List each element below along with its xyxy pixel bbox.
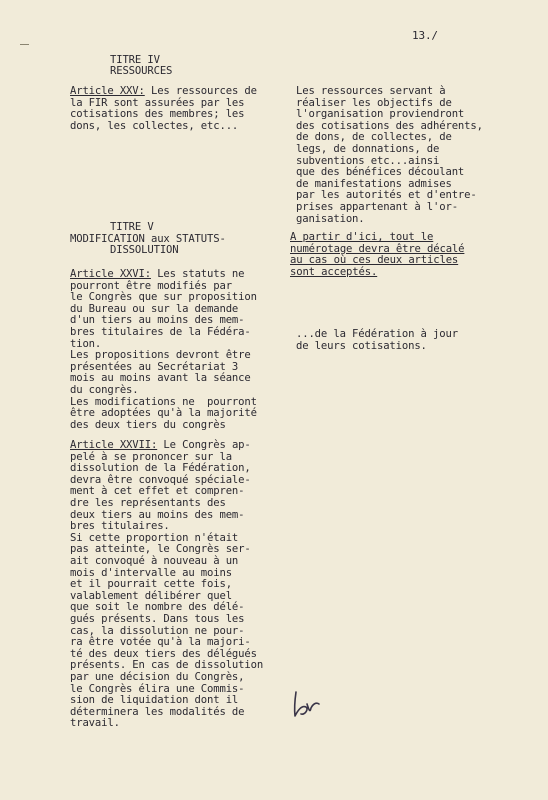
- article-27-line-1: Article XXVII: Le Congrès ap-: [70, 439, 251, 451]
- handwritten-initial: [290, 690, 324, 720]
- article-26-line-1: Article XXVI: Les statuts ne: [70, 268, 245, 280]
- amendment-line: de leurs cotisations.: [296, 339, 427, 352]
- article-27-line: par une décision du Congrès,: [70, 671, 245, 683]
- amendment-line: de manifestations admises: [296, 177, 452, 190]
- article-27-line: Si cette proportion n'était: [70, 531, 239, 544]
- article-27-line: gués présents. Dans tous les: [70, 613, 245, 625]
- amendment-line: l'organisation proviendront: [296, 108, 465, 121]
- amendment-line: prises appartenant à l'or-: [296, 201, 458, 213]
- article-26-line: bres titulaires de la Fédéra-: [70, 326, 251, 338]
- article-27-line: travail.: [70, 717, 120, 730]
- amendment-line: que des bénéfices découlant: [296, 166, 465, 179]
- article-27-line: déterminera les modalités de: [70, 705, 245, 718]
- amendment-line: subventions etc...ainsi: [296, 154, 440, 167]
- article-26-line: pourront être modifiés par: [70, 279, 232, 292]
- amendment-line: des cotisations des adhérents,: [296, 119, 483, 132]
- article-27-line: ait convoqué à nouveau à un: [70, 555, 239, 567]
- amendment-line: par les autorités et d'entre-: [296, 189, 477, 202]
- article-27-line: le Congrès élira une Commis-: [70, 682, 245, 695]
- article-25-line: cotisations des membres; les: [70, 108, 245, 121]
- article-27-line: dissolution de la Fédération,: [70, 462, 251, 475]
- article-25-label: Article XXV:: [70, 85, 145, 97]
- article-25-line: dons, les collectes, etc...: [70, 119, 239, 132]
- amendment-line: ganisation.: [296, 212, 365, 225]
- article-26-label: Article XXVI:: [70, 268, 151, 280]
- title-v-line-1: MODIFICATION aux STATUTS-: [70, 232, 226, 245]
- amendment-line: Les ressources servant à: [296, 85, 446, 97]
- article-27-line: ment à cet effet et compren-: [70, 485, 245, 498]
- note-line: au cas où ces deux articles: [290, 254, 459, 267]
- article-26-line: des deux tiers du congrès: [70, 418, 226, 431]
- note-line: numérotage devra être décalé: [290, 242, 465, 255]
- article-27-line: té des deux tiers des délégués: [70, 647, 257, 660]
- title-v: TITRE V: [110, 221, 154, 233]
- article-27-line: présents. En cas de dissolution: [70, 659, 264, 672]
- amendment-line: réaliser les objectifs de: [296, 96, 452, 109]
- article-26-line: du congrès.: [70, 384, 139, 396]
- amendment-line: legs, de donnations, de: [296, 143, 440, 155]
- article-25-line: la FIR sont assurées par les: [70, 96, 245, 109]
- margin-mark: [20, 44, 29, 45]
- article-27-line: deux tiers au moins des mem-: [70, 508, 245, 521]
- title-iv-subtitle: RESSOURCES: [110, 65, 173, 77]
- article-27-line: mois d'intervalle au moins: [70, 566, 232, 579]
- article-27-line: que soit le nombre des délé-: [70, 601, 245, 614]
- article-27-label: Article XXVII:: [70, 439, 158, 451]
- title-iv: TITRE IV: [110, 54, 160, 66]
- article-27-line: dre les représentants des: [70, 497, 226, 509]
- article-27-line: et il pourrait cette fois,: [70, 578, 232, 591]
- article-26-line: le Congrès que sur proposition: [70, 291, 257, 304]
- note-line: A partir d'ici, tout le: [290, 231, 434, 243]
- amendment-line: ...de la Fédération à jour: [296, 328, 458, 340]
- article-27-line: pelé à se prononcer sur la: [70, 450, 232, 463]
- article-26-line: du Bureau ou sur la demande: [70, 302, 239, 315]
- article-27-line: devra être convoqué spéciale-: [70, 473, 251, 486]
- article-26-line: mois au moins avant la séance: [70, 372, 251, 385]
- article-26-line: Les propositions devront être: [70, 349, 251, 362]
- article-26-line: être adoptées qu'à la majorité: [70, 407, 257, 420]
- article-26-line: d'un tiers au moins des mem-: [70, 314, 245, 327]
- article-27-line: sion de liquidation dont il: [70, 694, 239, 707]
- article-27-line: pas atteinte, le Congrès ser-: [70, 543, 251, 556]
- article-25-line-1: Article XXV: Les ressources de: [70, 85, 257, 97]
- note-line: sont acceptés.: [290, 265, 378, 278]
- article-27-line: bres titulaires.: [70, 520, 170, 533]
- title-v-line-2: DISSOLUTION: [110, 244, 179, 257]
- article-26-line: présentées au Secrétariat 3: [70, 360, 239, 373]
- article-27-line: valablement délibérer quel: [70, 589, 232, 602]
- article-27-line: ra être votée qu'à la majori-: [70, 636, 251, 649]
- article-26-line: tion.: [70, 337, 102, 350]
- page-number: 13./: [412, 29, 438, 42]
- article-26-line: Les modifications ne pourront: [70, 395, 257, 408]
- article-27-line: cas, la dissolution ne pour-: [70, 624, 245, 637]
- amendment-line: de dons, de collectes, de: [296, 131, 452, 144]
